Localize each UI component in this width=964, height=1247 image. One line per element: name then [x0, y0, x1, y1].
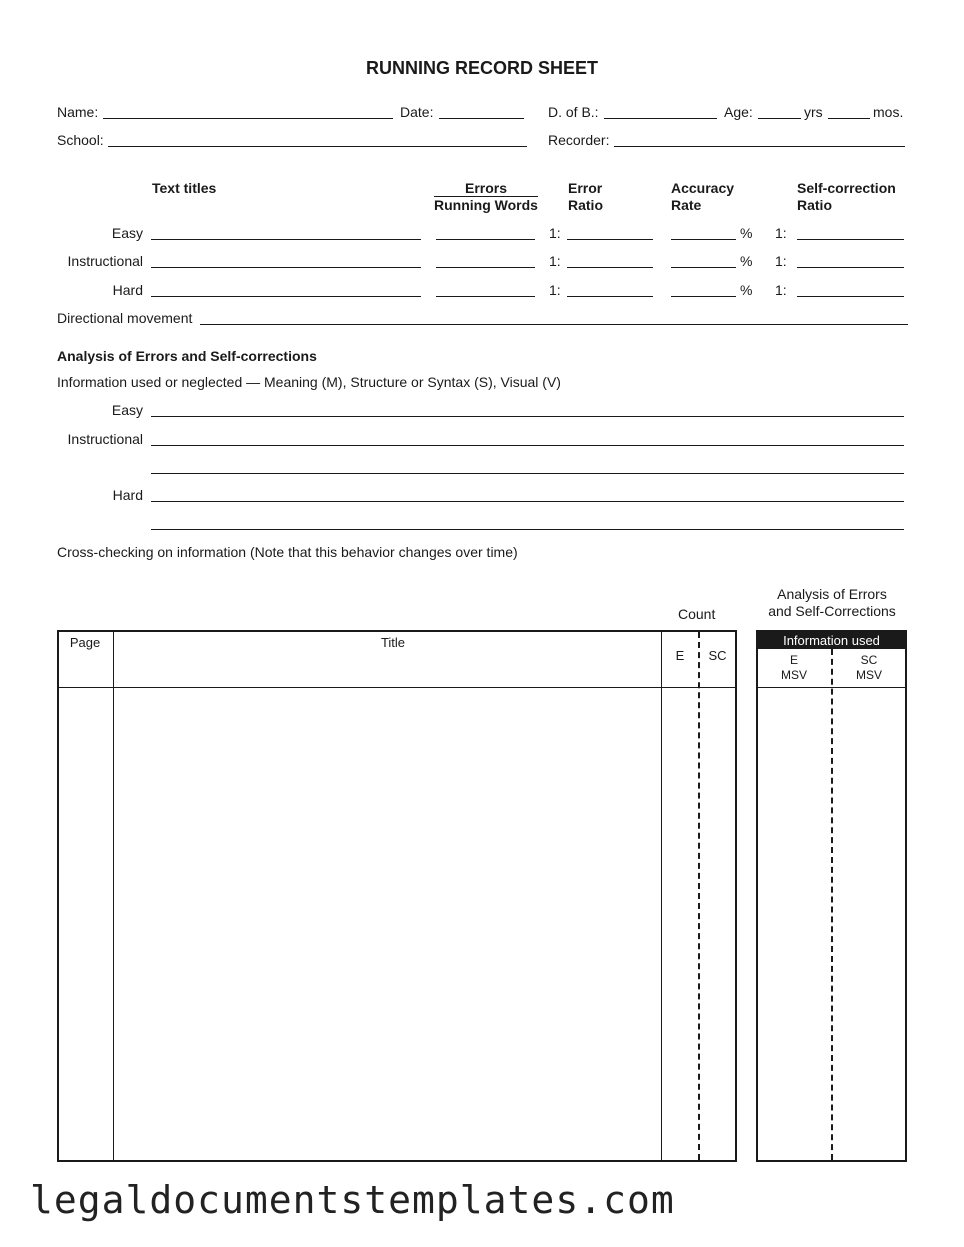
instructional-error-ratio-field[interactable] — [567, 267, 653, 268]
hard-title-field[interactable] — [151, 296, 421, 297]
count-label: Count — [678, 606, 716, 622]
accuracy-header: Accuracy — [671, 180, 735, 196]
dob-field[interactable] — [604, 118, 717, 119]
error-header: Error — [568, 180, 603, 196]
analysis-sc-msv-header: MSV — [855, 668, 882, 682]
recorder-field[interactable] — [614, 146, 905, 147]
analysis-easy-field[interactable] — [151, 416, 904, 417]
page-column-header: Page — [69, 635, 101, 650]
hard-sc-ratio-field[interactable] — [797, 296, 904, 297]
information-used-label: Information used or neglected — Meaning (M), Structure or Syntax (S), Visual (V) — [57, 374, 561, 390]
sheet-title: RUNNING RECORD SHEET — [365, 58, 598, 78]
analysis-hard-field-2[interactable] — [151, 529, 904, 530]
title-column-divider — [661, 630, 662, 1162]
easy-errors-field[interactable] — [436, 239, 535, 240]
easy-title-field[interactable] — [151, 239, 421, 240]
errors-header: Errors — [464, 180, 508, 196]
analysis-hard-label: Hard — [112, 487, 143, 503]
error-ratio-header: Ratio — [568, 197, 603, 213]
directional-movement-field[interactable] — [200, 324, 908, 325]
hard-error-ratio-field[interactable] — [567, 296, 653, 297]
instructional-title-field[interactable] — [151, 267, 421, 268]
analysis-e-header: E — [789, 653, 798, 667]
cross-checking-label: Cross-checking on information (Note that this behavior changes over time) — [57, 544, 518, 560]
hard-accuracy-field[interactable] — [671, 296, 736, 297]
sc-ratio-header: Ratio — [797, 197, 832, 213]
easy-error-ratio-field[interactable] — [567, 239, 653, 240]
instructional-ratio-prefix: 1: — [549, 253, 561, 269]
analysis-heading: Analysis of Errors and Self-corrections — [57, 348, 317, 364]
school-field[interactable] — [108, 146, 527, 147]
easy-accuracy-field[interactable] — [671, 239, 736, 240]
analysis-instructional-label: Instructional — [67, 431, 143, 447]
school-label: School: — [57, 132, 104, 148]
analysis-sc-header: SC — [860, 653, 878, 667]
easy-ratio-prefix: 1: — [549, 225, 561, 241]
analysis-e-msv-header: MSV — [780, 668, 807, 682]
count-e-header: E — [675, 648, 685, 663]
date-label: Date: — [400, 104, 434, 120]
analysis-instructional-field[interactable] — [151, 445, 904, 446]
self-correction-header: Self-correction — [797, 180, 896, 196]
easy-sc-prefix: 1: — [775, 225, 787, 241]
easy-label: Easy — [111, 225, 143, 241]
instructional-label: Instructional — [67, 253, 143, 269]
watermark: legaldocumentstemplates.com — [30, 1178, 675, 1222]
count-sc-header: SC — [708, 648, 727, 663]
record-table-header-divider — [57, 687, 737, 688]
age-months-field[interactable] — [828, 118, 870, 119]
title-column-header: Title — [380, 635, 406, 650]
easy-sc-ratio-field[interactable] — [797, 239, 904, 240]
dob-label: D. of B.: — [548, 104, 599, 120]
hard-errors-field[interactable] — [436, 296, 535, 297]
instructional-accuracy-field[interactable] — [671, 267, 736, 268]
age-years-field[interactable] — [758, 118, 801, 119]
count-column-divider — [698, 632, 700, 1160]
instructional-sc-prefix: 1: — [775, 253, 787, 269]
text-titles-header: Text titles — [152, 180, 217, 196]
recorder-label: Recorder: — [548, 132, 610, 148]
instructional-errors-field[interactable] — [436, 267, 535, 268]
name-field[interactable] — [103, 118, 393, 119]
easy-percent: % — [740, 225, 753, 241]
analysis-easy-label: Easy — [111, 402, 143, 418]
age-label: Age: — [724, 104, 753, 120]
analysis-hard-field[interactable] — [151, 501, 904, 502]
name-label: Name: — [57, 104, 99, 120]
analysis-column-divider — [831, 649, 833, 1160]
instructional-percent: % — [740, 253, 753, 269]
analysis-errors-label: Analysis of Errors — [777, 586, 887, 602]
hard-label: Hard — [112, 282, 143, 298]
record-table — [57, 630, 737, 1162]
page-column-divider — [113, 630, 114, 1162]
running-words-header: Running Words — [434, 197, 538, 213]
instructional-sc-ratio-field[interactable] — [797, 267, 904, 268]
date-field[interactable] — [439, 118, 524, 119]
mos-label: mos. — [873, 104, 904, 120]
information-used-header: Information used — [758, 632, 905, 649]
hard-percent: % — [740, 282, 753, 298]
hard-sc-prefix: 1: — [775, 282, 787, 298]
accuracy-rate-header: Rate — [671, 197, 702, 213]
analysis-self-corrections-label: and Self-Corrections — [768, 603, 896, 619]
directional-movement-label: Directional movement — [57, 310, 193, 326]
yrs-label: yrs — [804, 104, 823, 120]
hard-ratio-prefix: 1: — [549, 282, 561, 298]
analysis-instructional-field-2[interactable] — [151, 473, 904, 474]
